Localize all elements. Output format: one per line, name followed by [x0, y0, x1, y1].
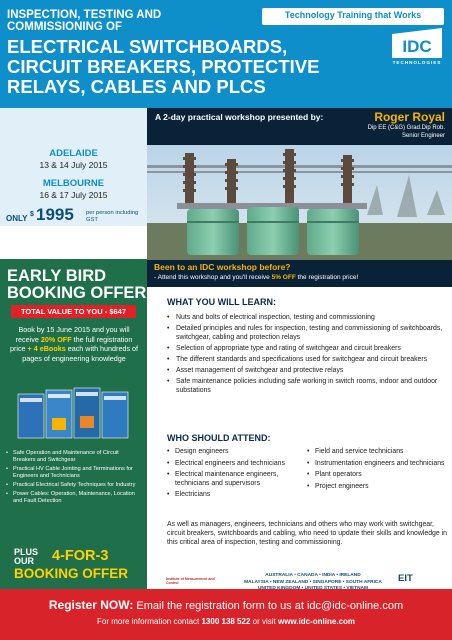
tagline-box: [262, 8, 444, 25]
regions-line-2: MALAYSIA • NEW ZEALAND • SINGAPORE • SOUTH AFRICA: [244, 579, 382, 585]
returning-offer: [154, 274, 358, 281]
ebook-list: [6, 450, 142, 507]
logo-text: IDC: [402, 37, 432, 56]
returning-attendee-bar: [147, 260, 452, 287]
eb-text-b: the full registration price: [9, 334, 133, 353]
price-amount: 1995: [36, 205, 74, 224]
logo-subtitle: TECHNOLOGIES: [392, 60, 442, 65]
plus-our-label: [14, 548, 38, 565]
list-item: • Selection of appropriate type and rating of switchgear and circuit breakers: [166, 345, 446, 354]
price-panel: [0, 205, 147, 232]
price-note: per person including GST: [86, 210, 139, 223]
idc-logo-icon: [390, 26, 444, 60]
early-bird-text: [8, 325, 140, 363]
price-currency: $: [30, 211, 34, 218]
ebook-item: • Practical Electrical Safety Techniques for Industry: [6, 482, 142, 489]
list-item: • Instrumentation engineers and technicians: [306, 460, 446, 469]
total-value-badge: TOTAL VALUE TO YOU - $647: [11, 305, 136, 318]
list-item: • Electrical engineers and technicians: [166, 460, 304, 469]
presenter-role: Senior Engineer: [401, 132, 445, 139]
presenter-credentials: [368, 125, 445, 140]
info-text-b: or visit: [250, 617, 278, 626]
list-item: • Field and service technicians: [306, 448, 446, 457]
page-title: ELECTRICAL SWITCHBOARDS, CIRCUIT BREAKERS, PROTECTIVE RELAYS, CABLES AND PLCS: [7, 36, 320, 97]
list-item: • Electrical maintenance engineers, technicians and supervisors: [166, 471, 304, 488]
website-link[interactable]: www.idc-online.com: [277, 617, 356, 626]
register-email-text[interactable]: Email the registration form to us at idc@idc-online.com: [133, 600, 404, 612]
attend-list-right: [306, 448, 446, 494]
presenter-name: Roger Royal: [374, 110, 445, 124]
list-item: • The different standards and specifications used for switchgear and circuit breakers: [166, 356, 446, 365]
contact-line: [0, 617, 452, 626]
list-item: • Nuts and bolts of electrical inspection, testing and commissioning: [166, 314, 446, 323]
eit-logo: EIT: [398, 573, 413, 584]
register-bar: [0, 589, 452, 640]
eb-text-a: Book by 15 June 2015 and you will receive: [15, 325, 130, 344]
eb-highlight-b: + 4 eBooks: [27, 344, 66, 353]
four-for-three-offer: [14, 547, 146, 583]
returning-highlight: 5% OFF: [271, 274, 296, 281]
header-subtitle: INSPECTION, TESTING AND COMMISSIONING OF: [7, 9, 162, 33]
presenter-bar: [147, 108, 452, 145]
four-for-three-label: 4-FOR-3: [52, 548, 109, 564]
list-item: • Safe maintenance policies including safe working in switch rooms, indoor and outdoor substations: [166, 378, 446, 395]
attend-heading: WHO SHOULD ATTEND:: [167, 433, 271, 443]
ebooks-image: [16, 384, 132, 440]
list-item: • Design engineers: [166, 448, 304, 457]
attend-list-left: [166, 448, 304, 503]
register-line: [0, 598, 452, 612]
regions-line-1: AUSTRALIA • CANADA • INDIA • IRELAND: [265, 573, 361, 578]
switchgear-photo: [147, 145, 452, 260]
early-bird-title-line1: EARLY BIRD: [7, 267, 107, 285]
ebook-item: • Safe Operation and Maintenance of Circuit Breakers and Switchgear: [6, 450, 142, 464]
booking-offer-label: BOOKING OFFER: [14, 566, 128, 581]
attend-paragraph: As well as managers, engineers, technicians and others who may work with switchgear, circuit breakers, switchboards and cabling, who need to update their skills and knowledge in this critical area of inspection, testing and commissioning.: [167, 521, 447, 546]
institute-logo: Institute of Measurement and Control: [166, 577, 215, 585]
register-now: NOW:: [100, 598, 134, 612]
eb-highlight-a: 20% OFF: [40, 334, 72, 344]
city-adelaide: ADELAIDE: [49, 148, 98, 159]
list-item: • Electricians: [166, 491, 304, 500]
city-melbourne: MELBOURNE: [42, 178, 105, 189]
register-prefix: Register: [48, 598, 101, 612]
ebook-item: • Power Cables: Operation, Maintenance, Location and Fault Detection: [6, 491, 142, 505]
plus-label: PLUS: [14, 547, 39, 557]
info-text-a: For more information contact: [96, 617, 202, 626]
date-adelaide: 13 & 14 July 2015: [39, 160, 108, 170]
our-label: OUR: [14, 555, 34, 566]
early-bird-title-line2: BOOKING OFFER: [7, 284, 147, 302]
date-melbourne: 16 & 17 July 2015: [39, 190, 108, 200]
presenter-degree: Dip EE (C&G) Grad.Dip Rob.: [367, 125, 445, 131]
early-bird-title: [7, 268, 147, 302]
list-item: • Asset management of switchgear and protective relays: [166, 367, 446, 376]
list-item: • Project engineers: [306, 483, 446, 492]
returning-text-b: the registration price!: [295, 274, 359, 281]
returning-title: Been to an IDC workshop before?: [154, 262, 291, 272]
tagline: Technology Training that Works: [284, 10, 422, 20]
ebook-item: • Practical HV Cable Jointing and Terminations for Engineers and Technicians: [6, 466, 142, 480]
list-item: • Plant operators: [306, 471, 446, 480]
returning-text-a: - Attend this workshop and you'll receive: [154, 274, 272, 281]
list-item: • Detailed principles and rules for inspection, testing and commissioning of switchboards, switchgear, cabling and protection relays: [166, 325, 446, 342]
header-banner: [0, 0, 452, 108]
learn-heading: WHAT YOU WILL LEARN:: [167, 297, 276, 307]
price-only: ONLY: [6, 214, 28, 223]
eb-text-c: each with hundreds of pages of engineering knowledge: [22, 344, 139, 363]
phone-number[interactable]: 1300 138 522: [201, 617, 251, 626]
learn-list: [166, 314, 446, 398]
presenter-label: A 2-day practical workshop presented by:: [155, 112, 324, 122]
